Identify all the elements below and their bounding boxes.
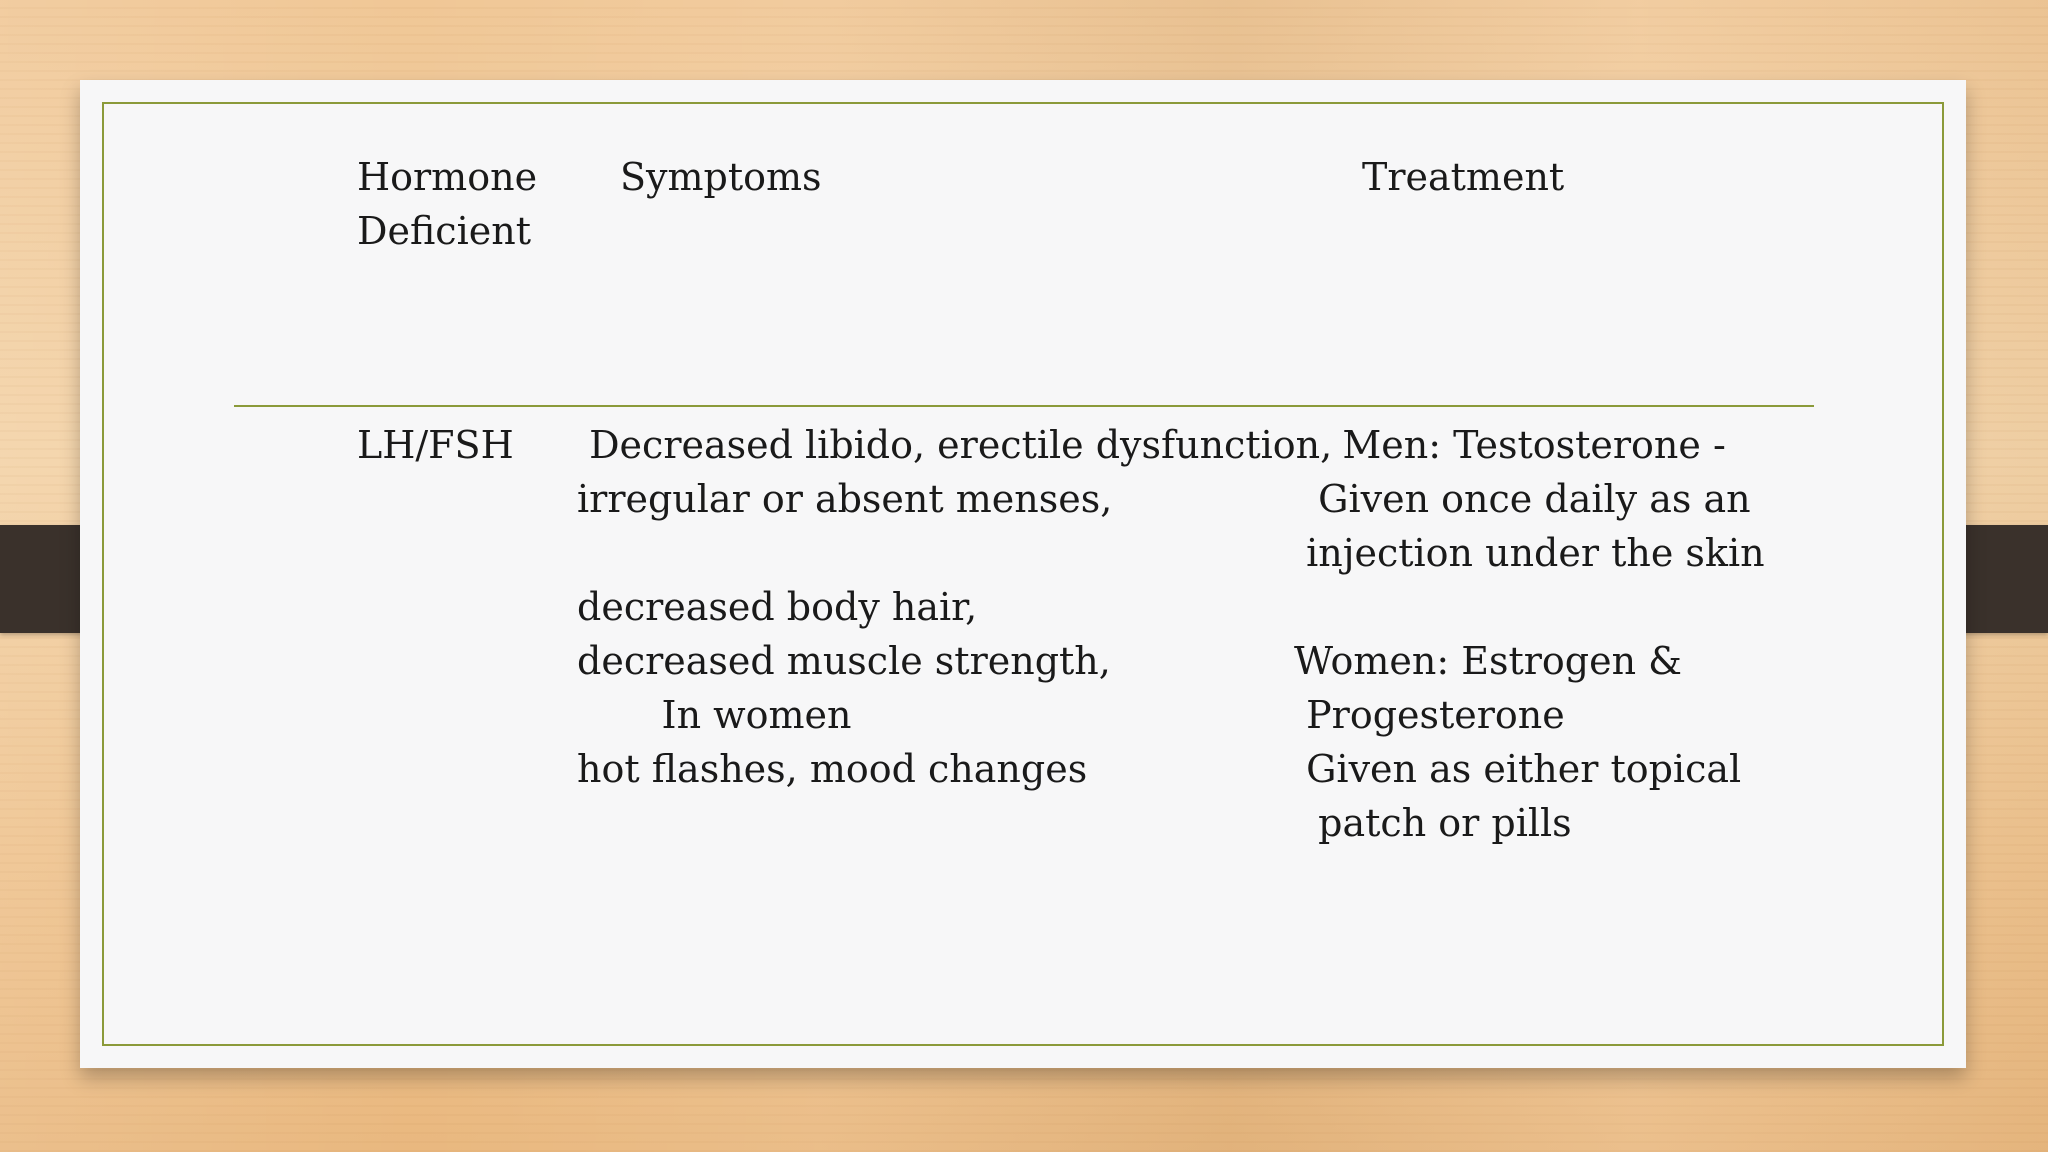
symptom-line: In women <box>577 693 852 737</box>
header-hormone-line2: Deficient <box>357 209 531 253</box>
symptom-line: Decreased libido, erectile dysfunction, <box>577 423 1333 467</box>
slide <box>80 80 1966 1068</box>
row-symptoms <box>577 418 1332 796</box>
row-treatment <box>1294 418 1765 850</box>
treatment-line: Men: Testosterone - <box>1294 423 1726 467</box>
header-treatment: Treatment <box>1362 155 1565 199</box>
header-hormone-line1: Hormone <box>357 155 538 199</box>
symptom-line: hot flashes, mood changes <box>577 747 1088 791</box>
header-hormone-deficient <box>357 150 537 258</box>
treatment-line <box>1294 580 1765 634</box>
treatment-line: injection under the skin <box>1294 531 1765 575</box>
treatment-line: Given as either topical <box>1294 747 1742 791</box>
treatment-line: Progesterone <box>1294 693 1565 737</box>
treatment-line: Women: Estrogen & <box>1294 639 1682 683</box>
row-hormone: LH/FSH <box>357 423 514 467</box>
symptom-line: decreased body hair, <box>577 585 978 629</box>
symptom-line: irregular or absent menses, <box>577 477 1113 521</box>
header-symptoms: Symptoms <box>620 155 822 199</box>
treatment-line: Given once daily as an <box>1294 477 1751 521</box>
treatment-line: patch or pills <box>1294 801 1572 845</box>
symptom-line: decreased muscle strength, <box>577 639 1111 683</box>
symptom-line <box>577 526 1332 580</box>
header-divider <box>234 405 1814 407</box>
